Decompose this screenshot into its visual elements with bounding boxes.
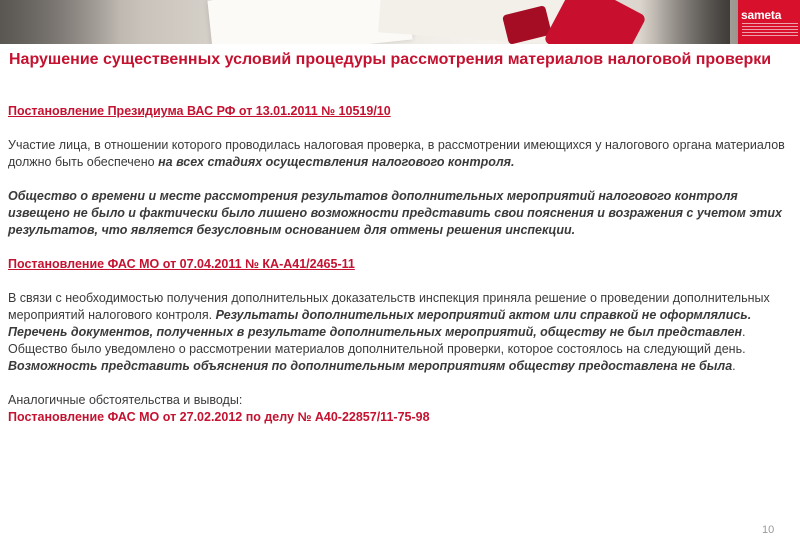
reference-link[interactable]: Постановление ФАС МО от 07.04.2011 № КА-А41/2465-11 — [8, 257, 355, 271]
paragraph: Участие лица, в отношении которого проводилась налоговая проверка, в рассмотрении имеющихся у налогового органа материалов должно быть обеспечено на всех стадиях осуществления налогового контроля. — [8, 138, 785, 169]
paragraph: В связи с необходимостью получения дополнительных доказательств инспекция приняла решение о проведении дополнительных мероприятий налогового контроля. Результаты дополнительных мероприятий актом или справкой не оформлялись. Перечень документов, полученных в результате дополнительных мероприятий, обществу не был представлен. Общество было уведомлено о рассмотрении материалов дополнительной проверки, которое состоялось на следующий день. Возможность представить объяснения по дополнительным мероприятиям обществу предоставлена не была. — [8, 291, 770, 373]
page-title: Нарушение существенных условий процедуры рассмотрения материалов налоговой проверки — [9, 51, 772, 68]
logo-tagline-decoration — [742, 23, 798, 37]
reference-link[interactable]: Постановление Президиума ВАС РФ от 13.01.2011 № 10519/10 — [8, 104, 391, 118]
logo-text: sameta — [741, 8, 782, 22]
similar-cases-intro: Аналогичные обстоятельства и выводы: — [8, 393, 243, 407]
company-logo — [738, 0, 800, 44]
paragraph-emphasis: Общество о времени и месте рассмотрения результатов дополнительных мероприятий налогового контроля извещено не было и фактически было лишено возможности представить свои пояснения и возражения с учетом этих результатов, что является безусловным основанием для отмены решения инспекции. — [8, 189, 782, 237]
header-banner-image — [0, 0, 800, 44]
page-number: 10 — [762, 524, 775, 536]
reference-text: Постановление ФАС МО от 27.02.2012 по делу № А40-22857/11-75-98 — [8, 410, 430, 424]
main-content — [8, 103, 788, 426]
